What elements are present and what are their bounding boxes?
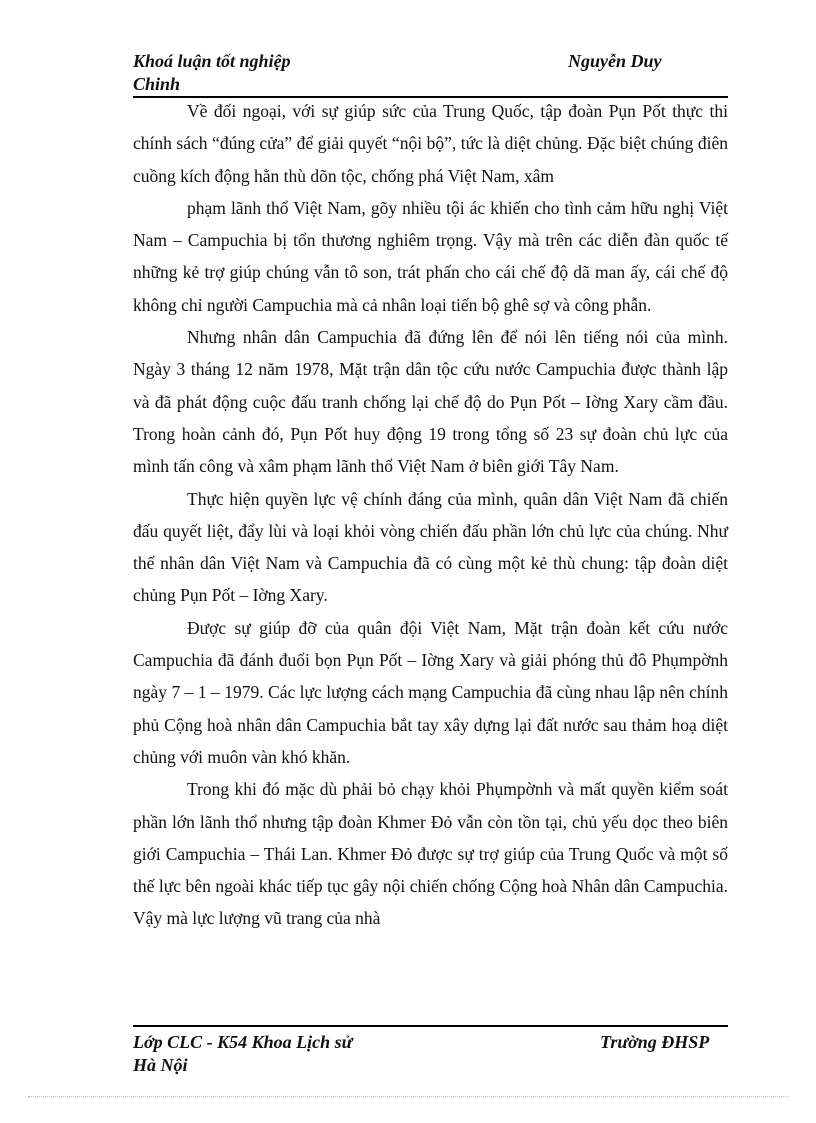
footer-school: Trường ĐHSP	[600, 1032, 710, 1052]
paragraph-4: Thực hiện quyền lực vệ chính đáng của mình, quân dân Việt Nam đã chiến đấu quyết liệt, đẩy lùi và loại khỏi vòng chiến đấu phần lớn chủ lực của chúng. Như thế nhân dân Việt Nam và Campuchia đã có cùng một kẻ thù chung: tập đoàn diệt chủng Pụn Pốt – Iờng Xary.	[133, 488, 728, 606]
document-body	[133, 95, 728, 935]
header-author-continued: Chinh	[133, 74, 181, 94]
page-bottom-divider	[28, 1096, 788, 1097]
footer-city: Hà Nội	[133, 1055, 188, 1075]
header-thesis-title: Khoá luận tốt nghiệp	[133, 51, 291, 71]
paragraph-5: Được sự giúp đỡ của quân đội Việt Nam, Mặt trận đoàn kết cứu nước Campuchia đã đánh đuổi bọn Pụn Pốt – Iờng Xary và giải phóng thủ đô Phụmpờnh ngày 7 – 1 – 1979. Các lực lượng cách mạng Campuchia đã cùng nhau lập nên chính phủ Cộng hoà nhân dân Campuchia bắt tay xây dựng lại đất nước sau thảm hoạ diệt chủng với muôn vàn khó khăn.	[133, 617, 728, 767]
footer-class: Lớp CLC - K54 Khoa Lịch sử	[133, 1032, 353, 1052]
footer-rule	[133, 1025, 728, 1027]
page-footer	[133, 1031, 728, 1077]
paragraph-1: Về đối ngoại, với sự giúp sức của Trung Quốc, tập đoàn Pụn Pốt thực thi chính sách “đúng cửa” để giải quyết “nội bộ”, tức là diệt chủng. Đặc biệt chúng điên cuồng kích động hằn thù dõn tộc, chống phá Việt Nam, xâm	[133, 101, 728, 186]
page-header	[133, 50, 728, 96]
paragraph-6: Trong khi đó mặc dù phải bỏ chạy khỏi Phụmpờnh và mất quyền kiểm soát phần lớn lãnh thổ nhưng tập đoàn Khmer Đỏ vẫn còn tồn tại, chủ yếu dọc theo biên giới Campuchia – Thái Lan. Khmer Đỏ được sự trợ giúp của Trung Quốc và một số thế lực bên ngoài khác tiếp tục gây nội chiến chống Cộng hoà Nhân dân Campuchia. Vậy mà lực lượng vũ trang của nhà	[133, 779, 728, 929]
paragraph-3: Nhưng nhân dân Campuchia đã đứng lên để nói lên tiếng nói của mình. Ngày 3 tháng 12 năm 1978, Mặt trận dân tộc cứu nước Campuchia được thành lập và đã phát động cuộc đấu tranh chống lại chế độ do Pụn Pốt – Iờng Xary cầm đầu. Trong hoàn cảnh đó, Pụn Pốt huy động 19 trong tổng số 23 sự đoàn chủ lực của mình tấn công và xâm phạm lãnh thổ Việt Nam ở biên giới Tây Nam.	[133, 327, 728, 477]
paragraph-2: phạm lãnh thổ Việt Nam, gõy nhiều tội ác khiến cho tình cảm hữu nghị Việt Nam – Campuchia bị tổn thương nghiêm trọng. Vậy mà trên các diễn đàn quốc tế những kẻ trợ giúp chúng vẫn tô son, trát phấn cho cái chế độ dã man ấy, cái chế độ không chỉ người Campuchia mà cả nhân loại tiến bộ ghê sợ và công phẫn.	[133, 197, 728, 315]
header-author: Nguyễn Duy	[568, 51, 662, 71]
